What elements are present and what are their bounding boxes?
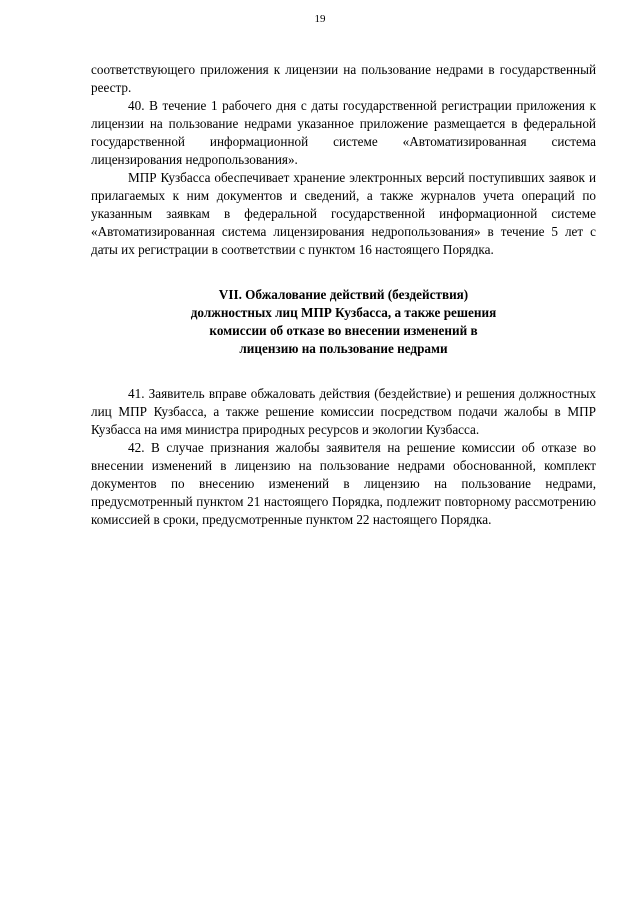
section-heading-line: VII. Обжалование действий (бездействия) <box>218 287 469 302</box>
section-heading <box>91 286 596 358</box>
document-body <box>91 61 596 529</box>
section-heading-line: лицензию на пользование недрами <box>239 341 448 356</box>
paragraph-storage: МПР Кузбасса обеспечивает хранение электронных версий поступивших заявок и прилагаемых к ним документов и сведений, а также журналов учета операций по указанным заявкам в федеральной государственной информационной системе «Автоматизированная система лицензирования недропользования» в течение 5 лет с даты их регистрации в соответствии с пунктом 16 настоящего Порядка. <box>91 170 596 257</box>
page-number: 19 <box>314 13 326 25</box>
paragraph-41: 41. Заявитель вправе обжаловать действия (бездействие) и решения должностных лиц МПР Кузбасса, а также решение комиссии посредством подачи жалобы в МПР Кузбасса на имя министра природных ресурсов и экологии Кузбасса. <box>91 386 596 437</box>
paragraph-42: 42. В случае признания жалобы заявителя на решение комиссии об отказе во внесении изменений в лицензию на пользование недрами обоснованной, комплект документов по внесению изменений в лицензию на пользование недрами, предусмотренный пунктом 21 настоящего Порядка, подлежит повторному рассмотрению комиссией в сроки, предусмотренные пунктом 22 настоящего Порядка. <box>91 440 596 527</box>
paragraph-40: 40. В течение 1 рабочего дня с даты государственной регистрации приложения к лицензии на пользование недрами указанное приложение размещается в федеральной государственной информационной системе «Автоматизированная система лицензирования недропользования». <box>91 98 596 167</box>
section-heading-line: должностных лиц МПР Кузбасса, а также решения <box>190 305 497 320</box>
paragraph-continuation: соответствующего приложения к лицензии на пользование недрами в государственный реестр. <box>91 62 596 95</box>
section-heading-line: комиссии об отказе во внесении изменений в <box>209 323 478 338</box>
